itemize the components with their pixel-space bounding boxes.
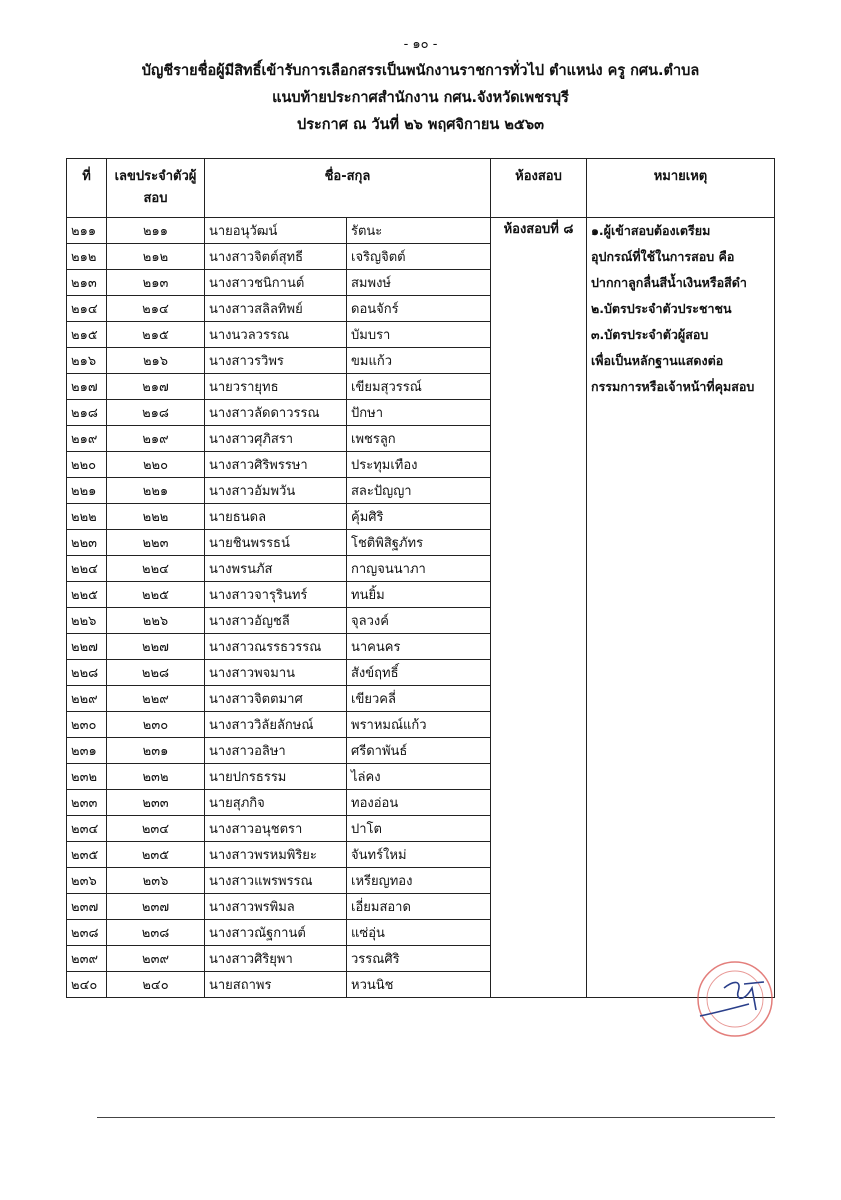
last-name: เจริญจิตต์ — [347, 244, 491, 270]
row-number: ๒๒๕ — [67, 582, 107, 608]
heading-line-2: แนบท้ายประกาศสำนักงาน กศน.จังหวัดเพชรบุรี — [272, 90, 569, 106]
exam-id: ๒๒๒ — [107, 504, 205, 530]
table-header-row — [67, 159, 775, 218]
row-number: ๒๓๒ — [67, 764, 107, 790]
first-name: นางสาวอนุชตรา — [205, 816, 347, 842]
exam-id: ๒๑๙ — [107, 426, 205, 452]
last-name: จุลวงค์ — [347, 608, 491, 634]
row-number: ๒๓๐ — [67, 712, 107, 738]
exam-id: ๒๒๘ — [107, 660, 205, 686]
exam-id: ๒๒๕ — [107, 582, 205, 608]
row-number: ๒๒๙ — [67, 686, 107, 712]
row-number: ๒๔๐ — [67, 972, 107, 998]
exam-id: ๒๒๑ — [107, 478, 205, 504]
exam-id: ๒๑๓ — [107, 270, 205, 296]
row-number: ๒๑๑ — [67, 218, 107, 244]
last-name: กาญจนนาภา — [347, 556, 491, 582]
last-name: ดอนจักร์ — [347, 296, 491, 322]
last-name: ศรีดาพันธ์ — [347, 738, 491, 764]
first-name: นางสาวพรหมพิริยะ — [205, 842, 347, 868]
last-name: จันทร์ใหม่ — [347, 842, 491, 868]
table-body — [67, 218, 775, 998]
row-number: ๒๑๙ — [67, 426, 107, 452]
last-name: เพชรลูก — [347, 426, 491, 452]
footer-divider — [97, 1117, 775, 1118]
last-name: ทนยิ้ม — [347, 582, 491, 608]
exam-id: ๒๑๕ — [107, 322, 205, 348]
header-id: เลขประจำตัวผู้สอบ — [107, 159, 205, 218]
row-number: ๒๒๔ — [67, 556, 107, 582]
last-name: โชติพิสิฐภัทร — [347, 530, 491, 556]
exam-id: ๒๓๕ — [107, 842, 205, 868]
first-name: นางสาวณัฐกานต์ — [205, 920, 347, 946]
first-name: นางสาวจารุรินทร์ — [205, 582, 347, 608]
first-name: นางสาวณรรธวรรณ — [205, 634, 347, 660]
remark-line: กรรมการหรือเจ้าหน้าที่คุมสอบ — [591, 379, 755, 394]
exam-id: ๒๓๐ — [107, 712, 205, 738]
first-name: นายปกรธรรม — [205, 764, 347, 790]
first-name: นายอนุวัฒน์ — [205, 218, 347, 244]
first-name: นายวรายุทธ — [205, 374, 347, 400]
row-number: ๒๒๗ — [67, 634, 107, 660]
first-name: นายชินพรรธน์ — [205, 530, 347, 556]
exam-id: ๒๓๗ — [107, 894, 205, 920]
last-name: รัตนะ — [347, 218, 491, 244]
remark-line: ๓.บัตรประจำตัวผู้สอบ — [591, 327, 709, 342]
row-number: ๒๑๗ — [67, 374, 107, 400]
row-number: ๒๑๓ — [67, 270, 107, 296]
row-number: ๒๓๑ — [67, 738, 107, 764]
exam-id: ๒๒๗ — [107, 634, 205, 660]
header-no: ที่ — [67, 159, 107, 218]
row-number: ๒๓๓ — [67, 790, 107, 816]
last-name: เอี่ยมสอาด — [347, 894, 491, 920]
first-name: นางสาวศิริยุพา — [205, 946, 347, 972]
exam-id: ๒๒๙ — [107, 686, 205, 712]
exam-id: ๒๑๑ — [107, 218, 205, 244]
last-name: ไล่คง — [347, 764, 491, 790]
header-room: ห้องสอบ — [491, 159, 587, 218]
exam-id: ๒๑๒ — [107, 244, 205, 270]
first-name: นางสาวชนิกานต์ — [205, 270, 347, 296]
row-number: ๒๒๒ — [67, 504, 107, 530]
exam-id: ๒๓๖ — [107, 868, 205, 894]
first-name: นางพรนภัส — [205, 556, 347, 582]
first-name: นางสาวรวิพร — [205, 348, 347, 374]
first-name: นายสถาพร — [205, 972, 347, 998]
page-number: - ๑๐ - — [403, 37, 438, 52]
exam-id: ๒๑๘ — [107, 400, 205, 426]
exam-id: ๒๓๔ — [107, 816, 205, 842]
exam-id: ๒๒๓ — [107, 530, 205, 556]
document-heading — [0, 58, 841, 139]
last-name: เหรียญทอง — [347, 868, 491, 894]
exam-id: ๒๑๗ — [107, 374, 205, 400]
exam-id: ๒๓๑ — [107, 738, 205, 764]
first-name: นางนวลวรรณ — [205, 322, 347, 348]
last-name: แซ่อุ่น — [347, 920, 491, 946]
last-name: ปักษา — [347, 400, 491, 426]
table-row — [67, 218, 775, 244]
last-name: สมพงษ์ — [347, 270, 491, 296]
exam-id: ๒๓๘ — [107, 920, 205, 946]
exam-id: ๒๒๐ — [107, 452, 205, 478]
last-name: สังข์ฤทธิ์ — [347, 660, 491, 686]
first-name: นางสาววิลัยลักษณ์ — [205, 712, 347, 738]
last-name: พราหมณ์แก้ว — [347, 712, 491, 738]
last-name: บัมบรา — [347, 322, 491, 348]
first-name: นางสาวแพรพรรณ — [205, 868, 347, 894]
row-number: ๒๑๒ — [67, 244, 107, 270]
row-number: ๒๑๕ — [67, 322, 107, 348]
remark-line: ๑.ผู้เข้าสอบต้องเตรียม — [591, 223, 711, 238]
last-name: ทองอ่อน — [347, 790, 491, 816]
last-name: ปาโต — [347, 816, 491, 842]
remark-line: อุปกรณ์ที่ใช้ในการสอบ คือ — [591, 249, 735, 264]
row-number: ๒๒๓ — [67, 530, 107, 556]
exam-id: ๒๓๒ — [107, 764, 205, 790]
last-name: สละปัญญา — [347, 478, 491, 504]
first-name: นางสาวจิตตมาศ — [205, 686, 347, 712]
last-name: ขมแก้ว — [347, 348, 491, 374]
last-name: วรรณศิริ — [347, 946, 491, 972]
first-name: นางสาวสลิลทิพย์ — [205, 296, 347, 322]
header-name: ชื่อ-สกุล — [205, 159, 491, 218]
last-name: ประทุมเทือง — [347, 452, 491, 478]
first-name: นางสาวพจมาน — [205, 660, 347, 686]
row-number: ๒๓๙ — [67, 946, 107, 972]
first-name: นางสาวลัดดาวรรณ — [205, 400, 347, 426]
first-name: นางสาวอัญชลี — [205, 608, 347, 634]
first-name: นางสาวอัมพวัน — [205, 478, 347, 504]
remarks — [587, 218, 775, 998]
exam-id: ๒๑๖ — [107, 348, 205, 374]
row-number: ๒๓๖ — [67, 868, 107, 894]
row-number: ๒๒๖ — [67, 608, 107, 634]
candidate-table — [66, 158, 775, 998]
exam-id: ๒๓๓ — [107, 790, 205, 816]
remark-line: ๒.บัตรประจำตัวประชาชน — [591, 301, 732, 316]
row-number: ๒๒๘ — [67, 660, 107, 686]
row-number: ๒๑๖ — [67, 348, 107, 374]
first-name: นางสาวศิริพรรษา — [205, 452, 347, 478]
exam-room: ห้องสอบที่ ๘ — [491, 218, 587, 998]
row-number: ๒๒๑ — [67, 478, 107, 504]
last-name: เขียวคลี่ — [347, 686, 491, 712]
last-name: นาคนคร — [347, 634, 491, 660]
first-name: นางสาวจิตต์สุทธี — [205, 244, 347, 270]
row-number: ๒๒๐ — [67, 452, 107, 478]
first-name: นางสาวอลิษา — [205, 738, 347, 764]
header-note: หมายเหตุ — [587, 159, 775, 218]
row-number: ๒๑๔ — [67, 296, 107, 322]
first-name: นายธนดล — [205, 504, 347, 530]
row-number: ๒๓๕ — [67, 842, 107, 868]
remark-line: ปากกาลูกลื่นสีน้ำเงินหรือสีดำ — [591, 275, 747, 290]
official-seal-icon — [694, 958, 776, 1040]
first-name: นางสาวพรพิมล — [205, 894, 347, 920]
first-name: นายสุภกิจ — [205, 790, 347, 816]
first-name: นางสาวศุภิสรา — [205, 426, 347, 452]
row-number: ๒๓๔ — [67, 816, 107, 842]
last-name: คุ้มศิริ — [347, 504, 491, 530]
exam-id: ๒๓๙ — [107, 946, 205, 972]
row-number: ๒๑๘ — [67, 400, 107, 426]
exam-id: ๒๒๔ — [107, 556, 205, 582]
row-number: ๒๓๗ — [67, 894, 107, 920]
exam-id: ๒๔๐ — [107, 972, 205, 998]
heading-line-3: ประกาศ ณ วันที่ ๒๖ พฤศจิกายน ๒๕๖๓ — [297, 117, 544, 133]
exam-id: ๒๒๖ — [107, 608, 205, 634]
last-name: เขียมสุวรรณ์ — [347, 374, 491, 400]
heading-line-1: บัญชีรายชื่อผู้มีสิทธิ์เข้ารับการเลือกสรรเป็นพนักงานราชการทั่วไป ตำแหน่ง ครู กศน.ตำบล — [141, 63, 700, 79]
exam-id: ๒๑๔ — [107, 296, 205, 322]
row-number: ๒๓๘ — [67, 920, 107, 946]
remark-line: เพื่อเป็นหลักฐานแสดงต่อ — [591, 353, 724, 368]
last-name: หวนนิช — [347, 972, 491, 998]
